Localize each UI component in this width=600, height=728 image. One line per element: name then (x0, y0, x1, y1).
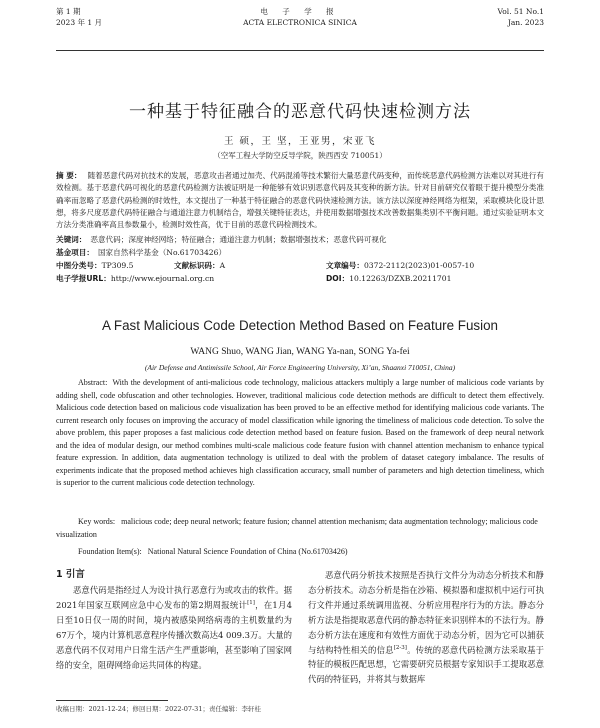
running-header (56, 6, 544, 44)
chinese-fund (56, 247, 544, 259)
chinese-authors: 王 硕，王 坚，王亚男，宋亚飞 (223, 136, 377, 147)
footnote-rule (56, 700, 168, 701)
intro-text-b: ，在1月4日至10日仅一周的时间，境内被感染网络病毒的主机数量约为67万个，境内计算机恶意程序传播次数高达4 009.3万。大量的恶意代码不仅对用户日常生活产生严重影响，甚至影响了国家网络的安全，阻碍网络命运共同体的构建。 (56, 599, 292, 670)
intro-text-d: 。传统的恶意代码检测方法采取基于特征的模板匹配思想，它需要研究员根据专家知识手工提取恶意代码的特征码，并将其与数据库 (308, 644, 544, 685)
document-code-value: A (219, 261, 226, 270)
clc-label: 中图分类号： (56, 261, 102, 270)
english-abstract-text: With the development of anti-malicious code technology, malicious attackers multiply a large number of malicious code variants by adding shell, code obfuscation and other technologies. However, traditional malicious code detection methods are difficult to detect them effectively. Malicious code detection based on malicious code visualization has been proved to be an effective method for identifying malicious code variants. The current research only focuses on improving the accuracy of model classification while ignoring the timeliness of malicious code detection. To solve the above problem, this paper proposes a fast malicious code detection method based on feature fusion. Based on the framework of deep neural network and the idea of modular design, our method combines multi-scale malicious code feature fusion with channel attention mechanism to enhance typical feature expression. In addition, data augmentation technology is utilized to deal with the problem of dataset category imbalance. The results of experiments indicate that the proposed method achieves high classification accuracy, small number of parameters and high detection timeliness, which is superior to the current malicious code detection technology. (56, 378, 544, 487)
chinese-affiliation: （空军工程大学防空反导学院，陕西西安 710051） (213, 151, 387, 160)
chinese-abstract-text: 随着恶意代码对抗技术的发展，恶意攻击者通过加壳、代码混淆等技术繁衍大量恶意代码变种，而传统恶意代码检测方法难以对其进行有效检测。基于恶意代码可视化的恶意代码检测方法被证明是一种能够有效识别恶意代码及其变种的新方法。针对目前研究仅着眼于提升模型分类准确率而忽略了恶意代码检测的时效性，本文提出了一种基于特征融合的恶意代码快速检测方法。该方法以深度神经网络为框架，采取模块化设计思想，将多尺度恶意代码特征融合与通道注意力机制结合，增强关键特征表达，并使用数据增强技术改善数据集类别不平衡问题。通过实验证明本文方法分类准确率高且参数量小，检测时效性高，优于目前的恶意代码检测技术。 (56, 171, 544, 230)
chinese-abstract (56, 170, 544, 234)
article-number-value: 0372-2112(2023)01-0057-10 (363, 261, 475, 270)
clc-number (56, 260, 133, 272)
date-en: Jan. 2023 (507, 18, 544, 27)
issue-cn: 第 1 期 (56, 7, 81, 16)
journal-url-value[interactable]: http://www.ejournal.org.cn (110, 274, 215, 283)
english-affiliation: (Air Defense and Antimissile School, Air Force Engineering University, Xi’an, Shaanxi 710051, China) (144, 363, 456, 372)
volume-number: Vol. 51 No.1 (497, 7, 544, 16)
doi-label: DOI： (326, 274, 350, 283)
journal-name-en: ACTA ELECTRONICA SINICA (243, 18, 357, 27)
chinese-keywords-text: 恶意代码；深度神经网络；特征融合；通道注意力机制；数据增强技术；恶意代码可视化 (90, 235, 387, 244)
chinese-keywords (56, 234, 544, 246)
article-number-label: 文章编号： (326, 261, 364, 270)
chinese-keywords-label: 关键词： (56, 235, 87, 244)
journal-name-cn: 电 子 学 报 (260, 7, 340, 16)
english-fund (56, 546, 544, 559)
body-column-left (56, 568, 292, 702)
journal-url[interactable] (56, 273, 214, 285)
english-keywords-label: Key words: (78, 517, 116, 526)
header-rule (56, 50, 544, 51)
chinese-abstract-label: 摘 要： (56, 171, 82, 180)
article-number (326, 260, 474, 272)
body-column-right (308, 568, 544, 702)
section-heading-introduction: 1 引言 (56, 569, 85, 580)
intro-text-c: 恶意代码分析技术按照是否执行文件分为动态分析技术和静态分析技术。动态分析是指在沙箱、模拟器和虚拟机中运行可执行文件并通过系统调用监视、分析应用程序行为的方法。静态分析方法是指提取恶意代码的静态特征来识别样本的不法行为。静态分析方法在速度和有效性方面优于动态分析，因为它可以捕获与结构特性相关的信息 (308, 570, 544, 655)
intro-paragraph-1 (56, 583, 292, 702)
date-cn: 2023 年 1 月 (56, 18, 103, 27)
doi-value[interactable]: 10.12263/DZXB.20211701 (349, 274, 452, 283)
citation-ref[interactable]: [1] (247, 600, 255, 607)
document-code (174, 260, 225, 272)
clc-value: TP309.5 (101, 261, 134, 270)
header-center (56, 6, 544, 28)
intro-paragraph-2 (308, 568, 544, 702)
journal-url-label: 电子学报URL： (56, 274, 111, 283)
english-abstract (56, 377, 544, 513)
english-title: A Fast Malicious Code Detection Method Based on Feature Fusion (102, 318, 498, 333)
citation-ref[interactable]: [2-3] (393, 644, 407, 651)
header-right (498, 6, 544, 28)
english-abstract-label: Abstract: (78, 378, 108, 387)
document-code-label: 文献标识码： (174, 261, 220, 270)
english-keywords-text: malicious code; deep neural network; feature fusion; channel attention mechanism; data augmentation technology; malicious code visualization (56, 517, 538, 539)
intro-text-a: 恶意代码是指经过人为设计执行恶意行为或攻击的软件。据2021年国家互联网应急中心发布的第2期周报统计 (56, 585, 292, 610)
doi[interactable] (326, 273, 451, 285)
received-date-footnote: 收稿日期：2021-12-24；修回日期：2022-07-31；责任编辑：李轩桂 (56, 705, 261, 713)
english-fund-label: Foundation Item(s): (78, 547, 142, 556)
english-keywords (56, 516, 544, 541)
chinese-fund-text: 国家自然科学基金（No.61703426） (97, 248, 227, 257)
chinese-title: 一种基于特征融合的恶意代码快速检测方法 (129, 102, 471, 122)
english-authors: WANG Shuo, WANG Jian, WANG Ya-nan, SONG Ya-fei (190, 347, 410, 357)
english-fund-text: National Natural Science Foundation of China (No.61703426) (147, 547, 348, 556)
chinese-fund-label: 基金项目： (56, 248, 94, 257)
